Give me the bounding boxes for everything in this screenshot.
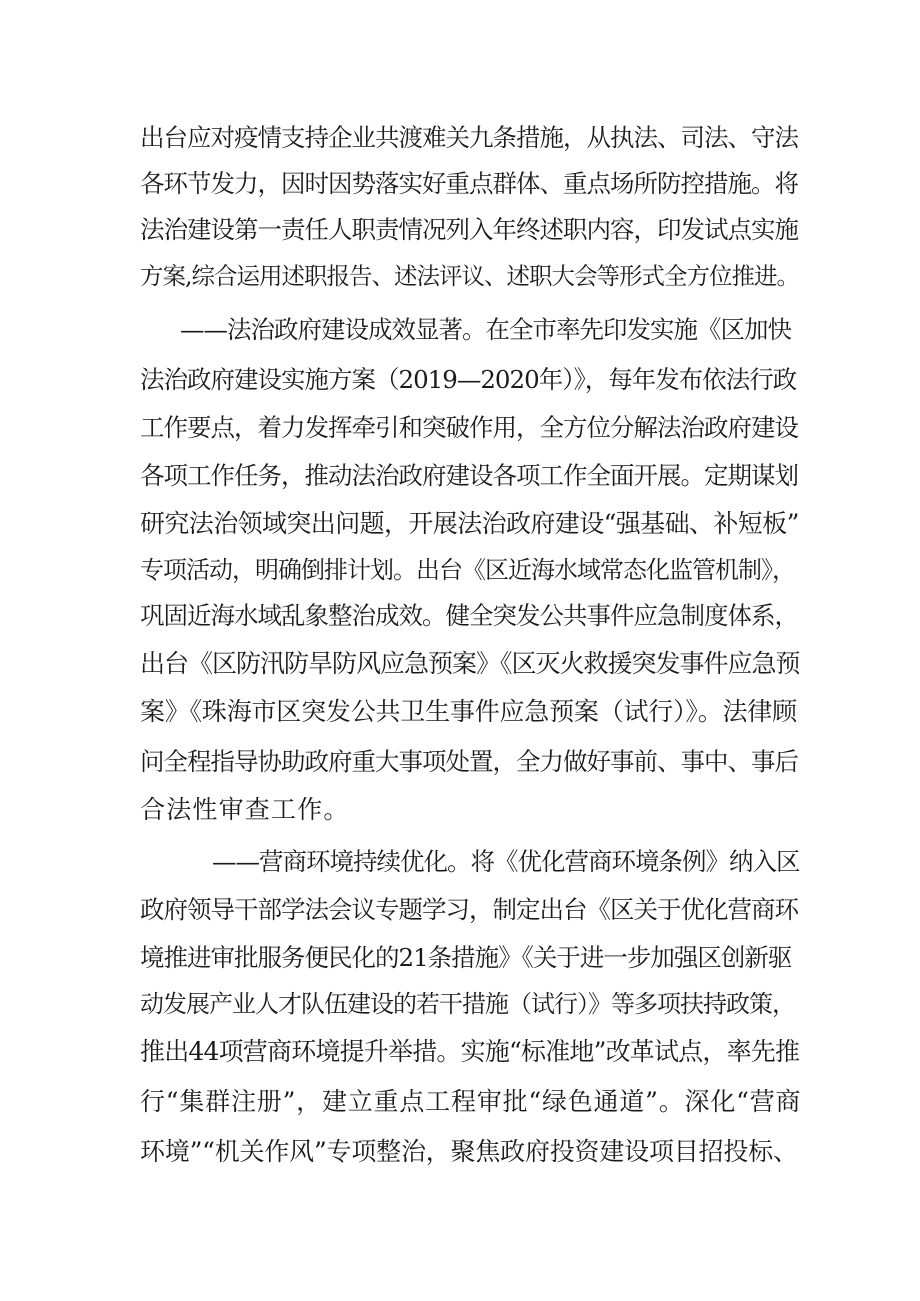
text-line: 境推进审批服务便民化的21条措施》《关于进一步加强区创新驱 xyxy=(140,943,792,972)
text-line: 各项工作任务，推动法治政府建设各项工作全面开展。定期谋划 xyxy=(140,461,798,490)
text-line: 政府领导干部学法会议专题学习，制定出台《区关于优化营商环 xyxy=(140,895,798,924)
section-heading-line: ——法治政府建设成效显著。在全市率先印发实施《区加快 xyxy=(180,315,791,344)
text-line: 法治政府建设实施方案（2019—2020年）》，每年发布依法行政 xyxy=(140,365,797,394)
text-line: 出台应对疫情支持企业共渡难关九条措施，从执法、司法、守法 xyxy=(140,123,798,152)
text-line: 动发展产业人才队伍建设的若干措施（试行）》等多项扶持政策， xyxy=(140,990,795,1018)
text-line: 研究法治领域突出问题，开展法治政府建设“强基础、补短板” xyxy=(140,509,799,538)
text-line: 法治建设第一责任人职责情况列入年终述职内容，印发试点实施 xyxy=(140,215,798,244)
text-line: 巩固近海水域乱象整治成效。健全突发公共事件应急制度体系， xyxy=(140,601,798,630)
text-line: 环境”“机关作风”专项整治，聚焦政府投资建设项目招投标、 xyxy=(140,1137,798,1166)
text-line: 案》《珠海市区突发公共卫生事件应急预案（试行）》。法律顾 xyxy=(140,697,797,726)
text-line: 问全程指导协助政府重大事项处置，全力做好事前、事中、事后 xyxy=(140,747,798,776)
text-line: 出台《区防汛防旱防风应急预案》《区灭火救援突发事件应急预 xyxy=(140,649,800,678)
text-line: 各环节发力，因时因势落实好重点群体、重点场所防控措施。将 xyxy=(140,169,798,198)
text-line: 专项活动，明确倒排计划。出台《区近海水域常态化监管机制》， xyxy=(140,556,795,584)
text-line: 推出44项营商环境提升举措。实施“标准地”改革试点，率先推 xyxy=(140,1037,800,1066)
text-line: 工作要点，着力发挥牵引和突破作用，全方位分解法治政府建设 xyxy=(140,413,798,442)
text-line: 行“集群注册”，建立重点工程审批“绿色通道”。深化“营商 xyxy=(140,1087,802,1116)
text-line: 方案,综合运用述职报告、述法评议、述职大会等形式全方位推进。 xyxy=(140,262,799,290)
text-line: 合法性审查工作。 xyxy=(140,795,350,824)
section-heading-line: ——营商环境持续优化。将《优化营商环境条例》纳入区 xyxy=(212,847,800,876)
